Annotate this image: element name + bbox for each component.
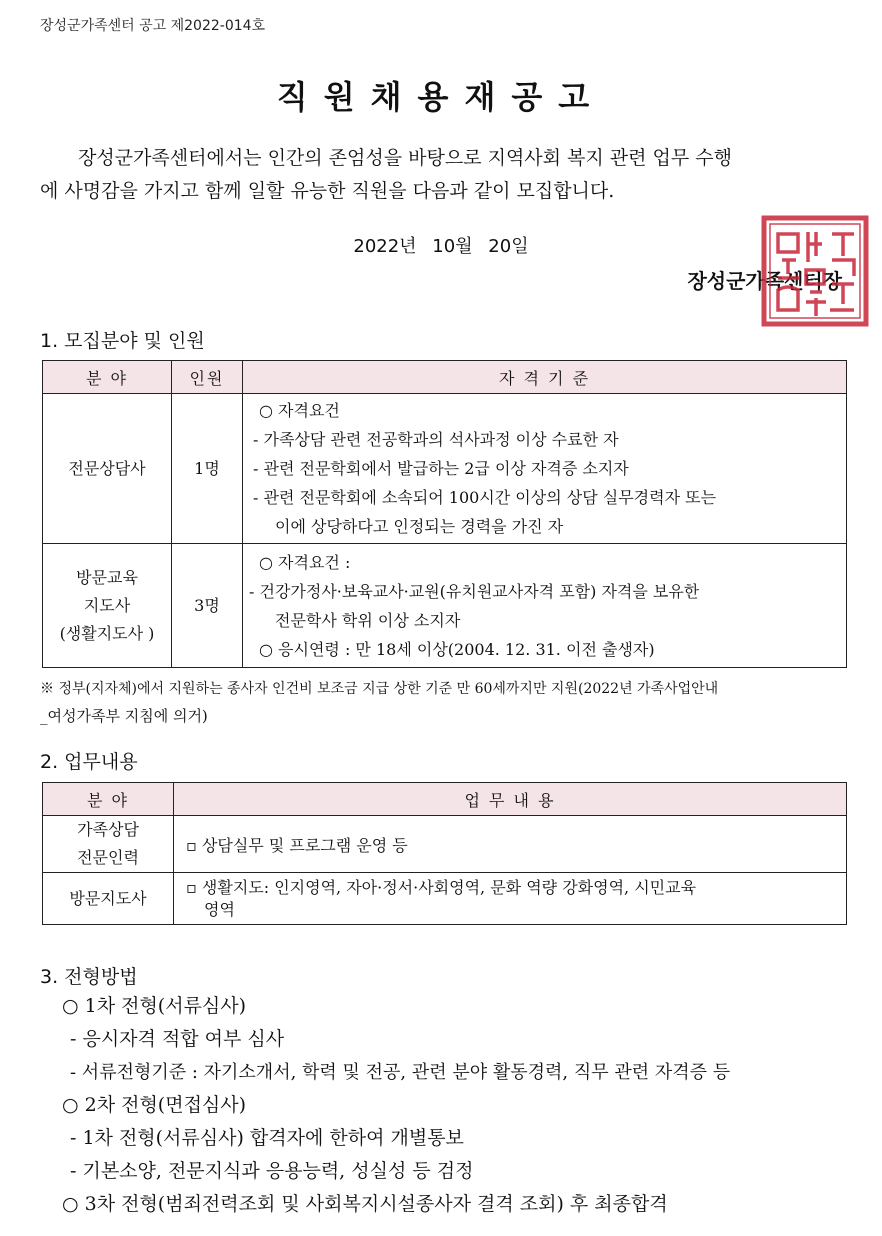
criteria-cell xyxy=(243,544,847,668)
intro-line-1: 장성군가족센터에서는 인간의 존엄성을 바탕으로 지역사회 복지 관련 업무 수행 xyxy=(78,147,733,169)
col-count: 인원 xyxy=(172,361,243,394)
recruitment-table xyxy=(42,360,847,668)
method-line: - 서류전형기준 : 자기소개서, 학력 및 전공, 관련 분야 활동경력, 직무 관련 자격증 등 xyxy=(70,1062,731,1083)
table-row xyxy=(43,544,847,668)
duty-cell xyxy=(174,873,847,925)
table-header-row xyxy=(43,361,847,394)
criteria-line: ○ 자격요건 xyxy=(259,401,340,420)
signer-name: 장성군가족센터장 xyxy=(687,269,842,293)
criteria-line: - 관련 전문학회에서 발급하는 2급 이상 자격증 소지자 xyxy=(253,459,629,478)
field-line: 전문인력 xyxy=(77,848,139,867)
section-3-heading: 3. 전형방법 xyxy=(40,966,138,988)
criteria-line: 이에 상당하다고 인정되는 경력을 가진 자 xyxy=(275,517,564,536)
method-line: - 응시자격 적합 여부 심사 xyxy=(70,1028,285,1050)
col-field: 분 야 xyxy=(43,361,172,394)
method-line: ○ 2차 전형(면접심사) xyxy=(62,1094,247,1116)
table-header-row xyxy=(43,783,847,816)
method-line: - 기본소양, 전문지식과 응용능력, 성실성 등 검정 xyxy=(70,1160,474,1182)
criteria-line: ○ 자격요건 : xyxy=(259,552,351,572)
method-line: - 1차 전형(서류심사) 합격자에 한하여 개별통보 xyxy=(70,1127,464,1149)
footnote-line: ※ 정부(지자체)에서 지원하는 종사자 인건비 보조금 지급 상한 기준 만 60세까지만 지원(2022년 가족사업안내 xyxy=(40,681,719,697)
page-title: 직원채용재공고 xyxy=(276,78,606,116)
method-line: ○ 3차 전형(범죄전력조회 및 사회복지시설종사자 결격 조회) 후 최종합격 xyxy=(62,1193,668,1215)
field-cell: 전문상담사 xyxy=(43,394,172,544)
official-seal-icon xyxy=(760,214,870,328)
criteria-cell xyxy=(243,394,847,544)
field-cell xyxy=(43,544,172,668)
col-field: 분 야 xyxy=(43,783,174,816)
field-line: 가족상담 xyxy=(77,820,139,839)
duty-cell: ▫ 상담실무 및 프로그램 운영 등 xyxy=(174,816,847,873)
footnote xyxy=(40,676,850,730)
notice-date: 2022년 10월 20일 xyxy=(353,236,529,257)
field-line: (생활지도사 ) xyxy=(59,623,155,643)
criteria-line: 전문학사 학위 이상 소지자 xyxy=(275,610,461,630)
footnote-line: _여성가족부 지침에 의거) xyxy=(40,707,208,725)
table-row xyxy=(43,394,847,544)
table-row xyxy=(43,873,847,925)
criteria-line: - 가족상담 관련 전공학과의 석사과정 이상 수료한 자 xyxy=(253,430,619,449)
duties-table xyxy=(42,782,847,925)
field-cell: 방문지도사 xyxy=(43,873,174,925)
duty-line: 영역 xyxy=(204,899,235,919)
method-line: ○ 1차 전형(서류심사) xyxy=(62,995,247,1017)
criteria-line: - 건강가정사·보육교사·교원(유치원교사자격 포함) 자격을 보유한 xyxy=(249,581,700,601)
section-2-heading: 2. 업무내용 xyxy=(40,751,138,773)
criteria-line: - 관련 전문학회에 소속되어 100시간 이상의 상담 실무경력자 또는 xyxy=(253,488,717,507)
field-line: 지도사 xyxy=(83,595,131,615)
count-cell: 1명 xyxy=(172,394,243,544)
table-row xyxy=(43,816,847,873)
field-cell xyxy=(43,816,174,873)
duty-line: ▫ 생활지도: 인지영역, 자아·정서·사회영역, 문화 역량 강화영역, 시민교육 xyxy=(186,877,697,897)
col-duty: 업 무 내 용 xyxy=(174,783,847,816)
field-line: 방문교육 xyxy=(76,567,138,587)
intro-line-2: 에 사명감을 가지고 함께 일할 유능한 직원을 다음과 같이 모집합니다. xyxy=(40,180,615,202)
section-1-heading: 1. 모집분야 및 인원 xyxy=(40,330,205,352)
notice-number: 장성군가족센터 공고 제2022-014호 xyxy=(40,18,266,34)
criteria-line: ○ 응시연령 : 만 18세 이상(2004. 12. 31. 이전 출생자) xyxy=(259,639,655,659)
col-criteria: 자 격 기 준 xyxy=(243,361,847,394)
count-cell: 3명 xyxy=(172,544,243,668)
